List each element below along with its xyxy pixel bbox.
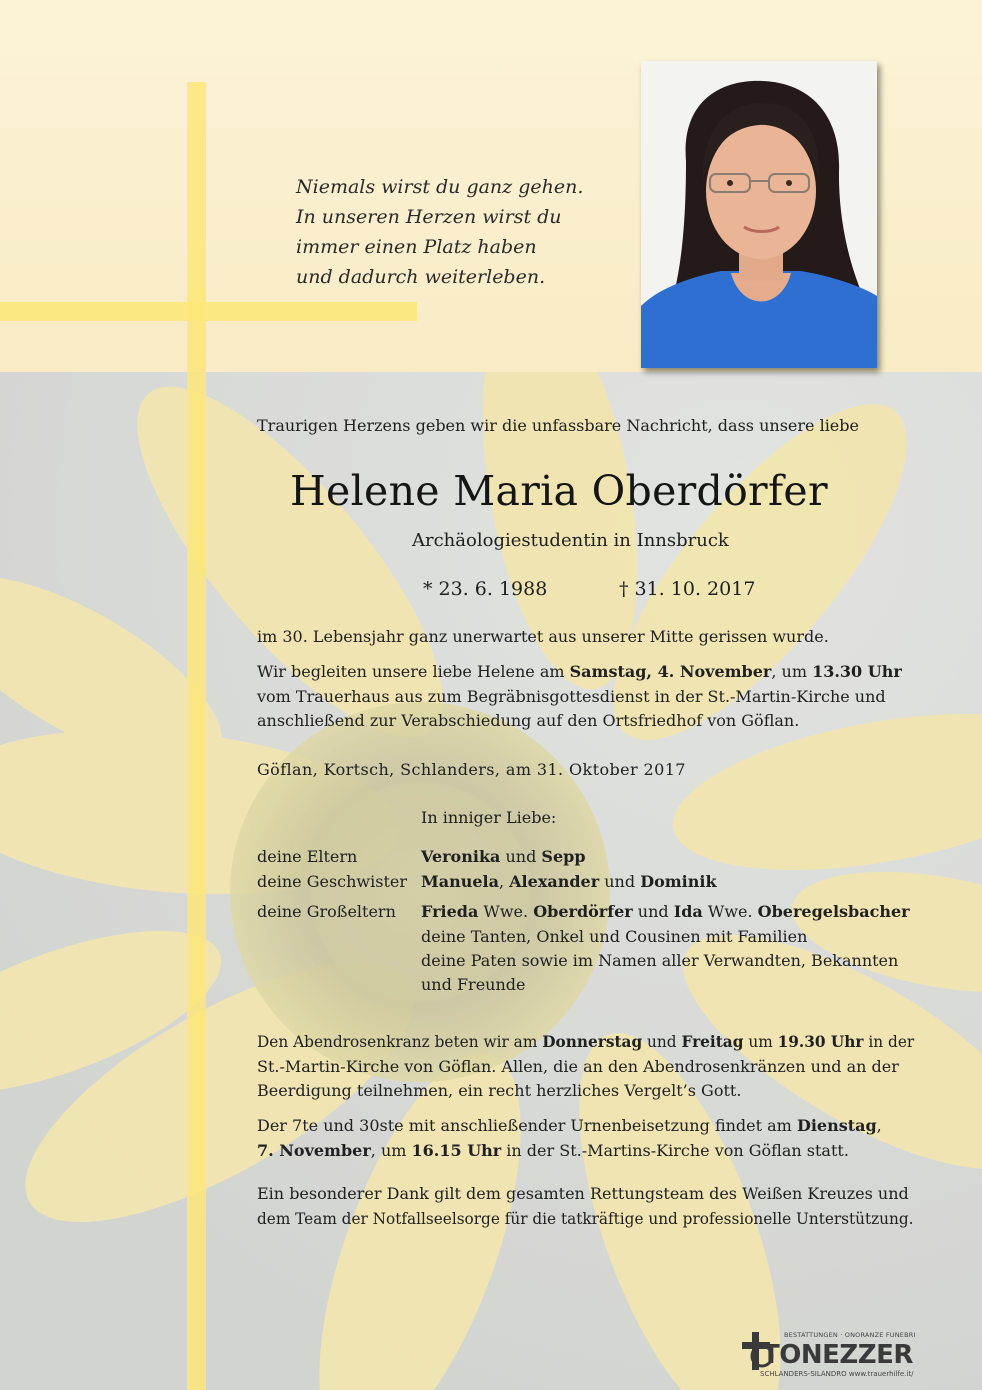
relative-names-grandparents: Frieda Wwe. Oberdörfer und Ida Wwe. Oberegelsbacher [421,902,910,921]
paragraph-line: St.-Martin-Kirche von Göflan. Allen, die an den Abendrosenkränzen und an der [257,1056,899,1076]
paragraph-funeral [257,660,914,734]
relative-names-extended: deine Paten sowie im Namen aller Verwandten, Bekannten [421,951,899,970]
paragraph-urn-burial [257,1114,914,1163]
logo-tagline: BESTATTUNGEN · ONORANZE FUNEBRI [784,1331,916,1339]
in-loving-memory: In inniger Liebe: [421,808,557,827]
paragraph-line: im 30. Lebensjahr ganz unerwartet aus unserer Mitte gerissen wurde. [257,627,829,646]
paragraph-line: Beerdigung teilnehmen, ein recht herzliches Vergelt’s Gott. [257,1081,742,1100]
paragraph-line: dem Team der Notfallseelsorge für die tatkräftige und professionelle Unterstützung. [257,1208,914,1228]
cross-vertical-bar [187,82,206,1390]
portrait-photo [641,61,877,368]
deceased-name: Helene Maria Oberdörfer [290,467,828,515]
paragraph-age [257,625,914,650]
relative-label-parents: deine Eltern [257,847,358,866]
cross-horizontal-bar [0,302,417,321]
paragraph-line: Der 7te und 30ste mit anschließender Urnenbeisetzung findet am Dienstag, [257,1116,882,1135]
memorial-quote [296,172,616,292]
quote-line: Niemals wirst du ganz gehen. [296,176,584,198]
relative-label-grandparents: deine Großeltern [257,902,396,921]
place-and-date: Göflan, Kortsch, Schlanders, am 31. Oktober 2017 [257,760,686,779]
birth-date: * 23. 6. 1988 [423,578,548,600]
tonezzer-logo [740,1330,920,1384]
deceased-occupation: Archäologiestudentin in Innsbruck [412,530,729,551]
paragraph-line: 7. November, um 16.15 Uhr in der St.-Martins-Kirche von Göflan statt. [257,1140,849,1160]
relative-label-siblings: deine Geschwister [257,872,407,891]
paragraph-line: Ein besonderer Dank gilt dem gesamten Rettungsteam des Weißen Kreuzes und [257,1184,909,1203]
paragraph-rosary [257,1030,914,1104]
relative-names-parents: Veronika und Sepp [421,847,586,866]
logo-subline: SCHLANDERS-SILANDRO www.trauerhilfe.it/ [760,1370,914,1378]
relative-names-extended: deine Tanten, Onkel und Cousinen mit Familien [421,927,808,946]
death-date: † 31. 10. 2017 [619,578,756,600]
quote-line: In unseren Herzen wirst du [296,206,562,228]
paragraph-line: vom Trauerhaus aus zum Begräbnisgottesdienst in der St.-Martin-Kirche und [257,686,886,706]
relative-names-extended: und Freunde [421,975,526,994]
quote-line: und dadurch weiterleben. [296,266,546,288]
relative-names-siblings: Manuela, Alexander und Dominik [421,872,717,891]
paragraph-line: Den Abendrosenkranz beten wir am Donnerstag und Freitag um 19.30 Uhr in der [257,1032,915,1051]
logo-name: TONEZZER [762,1340,913,1370]
paragraph-line: anschließend zur Verabschiedung auf den Ortsfriedhof von Göflan. [257,711,800,730]
quote-line: immer einen Platz haben [296,236,537,258]
paragraph-thanks [257,1182,914,1231]
paragraph-line: Wir begleiten unsere liebe Helene am Samstag, 4. November, um 13.30 Uhr [257,662,902,681]
intro-text: Traurigen Herzens geben wir die unfassbare Nachricht, dass unsere liebe [257,416,859,435]
